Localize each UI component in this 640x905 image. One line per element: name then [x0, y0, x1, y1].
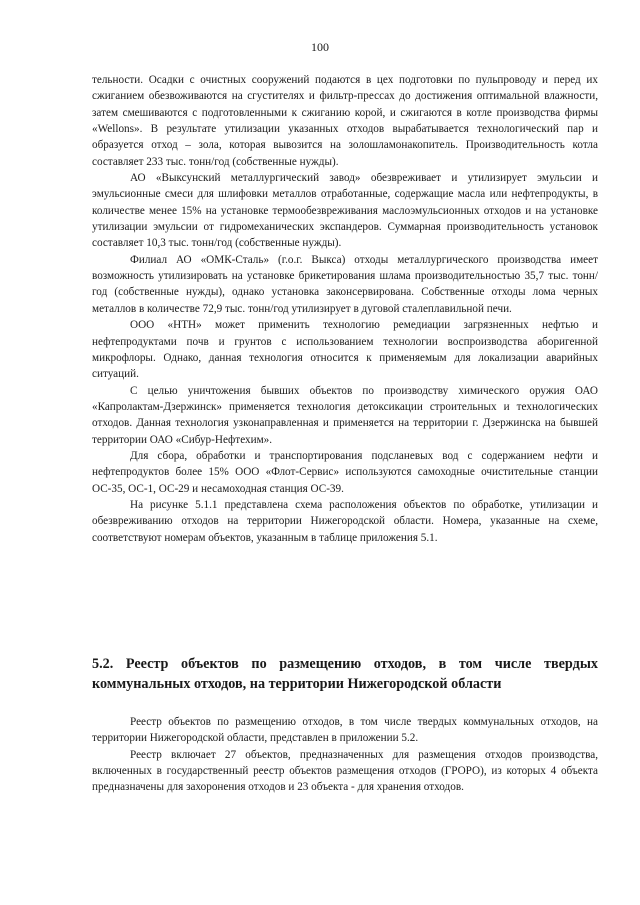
paragraph-flot-servis: Для сбора, обработки и транспортирования подсланевых вод с содержанием нефти и нефтепродуктов более 15% ООО «Флот-Сервис» используются самоходные очистительные станции ОС-35, ОС-1, ОС-29 и несамоходная станция ОС-39. — [92, 449, 598, 495]
page-number: 100 — [311, 40, 329, 54]
paragraph-kaprolaktam: С целью уничтожения бывших объектов по производству химического оружия ОАО «Капролактам-Дзержинск» применяется технология детоксикации строительных и технологических отходов. Данная технология узконаправленная и применяется на территории г. Дзержинска на бывшей территории ОАО «Сибур-Нефтехим». — [92, 384, 598, 446]
section-heading: 5.2. Реестр объектов по размещению отходов, в том числе твердых коммунальных отходов, на территории Нижегородской области — [92, 656, 598, 692]
section-paragraph-objects: Реестр включает 27 объектов, предназначенных для размещения отходов производства, включенных в государственный реестр объектов размещения отходов (ГРОРО), из которых 4 объекта предназначены для захоронения отходов и 23 объекта - для хранения отходов. — [92, 748, 598, 794]
paragraph-vmz: АО «Выксунский металлургический завод» обезвреживает и утилизирует эмульсии и эмульсионные смеси для шлифовки металлов отработанные, содержащие масла или нефтепродукты, в количестве менее 15% на установке термообезвреживания маслоэмульсионных отходов и на установке утилизации эмульсии от гидромеханических экспандеров. Суммарная производительность установок составляет 10,3 тыс. тонн/год (собственные нужды). — [92, 172, 598, 250]
section-paragraph-registry: Реестр объектов по размещению отходов, в том числе твердых коммунальных отходов, на территории Нижегородской области, представлен в приложении 5.2. — [92, 716, 598, 745]
paragraph-ntn: ООО «НТН» может применить технологию ремедиации загрязненных нефтью и нефтепродуктами почв и грунтов с использованием технологии воспроизводства аборигенной микрофлоры. Однако, данная технология относится к применяемым для локализации аварийных ситуаций. — [92, 319, 598, 381]
paragraph-omk-stal: Филиал АО «ОМК-Сталь» (г.о.г. Выкса) отходы металлургического производства имеет возможность утилизировать на установке брикетирования шлама производительностью 35,7 тыс. тонн/год (собственные нужды), однако установка законсервирована. Собственные отходы лома черных металлов в количестве 72,9 тыс. тонн/год утилизирует в дуговой сталеплавильной печи. — [92, 253, 598, 315]
paragraph-continuation: тельности. Осадки с очистных сооружений подаются в цех подготовки по пульпроводу и перед их сжиганием обезвоживаются на сгустителях и фильтр-прессах до достижения оптимальной влажности, затем смешиваются с подготовленными к сжиганию корой, и сжигаются в котле производства фирмы «Wellons». В результате утилизации указанных отходов вырабатывается технологический пар и образуется отход – зола, которая вывозится на золошламонакопитель. Производительность котла составляет 233 тыс. тонн/год (собственные нужды). — [92, 74, 598, 168]
body-text — [92, 72, 598, 546]
paragraph-figure-reference: На рисунке 5.1.1 представлена схема расположения объектов по обработке, утилизации и обезвреживанию отходов на территории Нижегородской области. Номера, указанные на схеме, соответствуют номерам объектов, указанным в таблице приложения 5.1. — [92, 498, 598, 544]
section-body — [92, 714, 598, 796]
